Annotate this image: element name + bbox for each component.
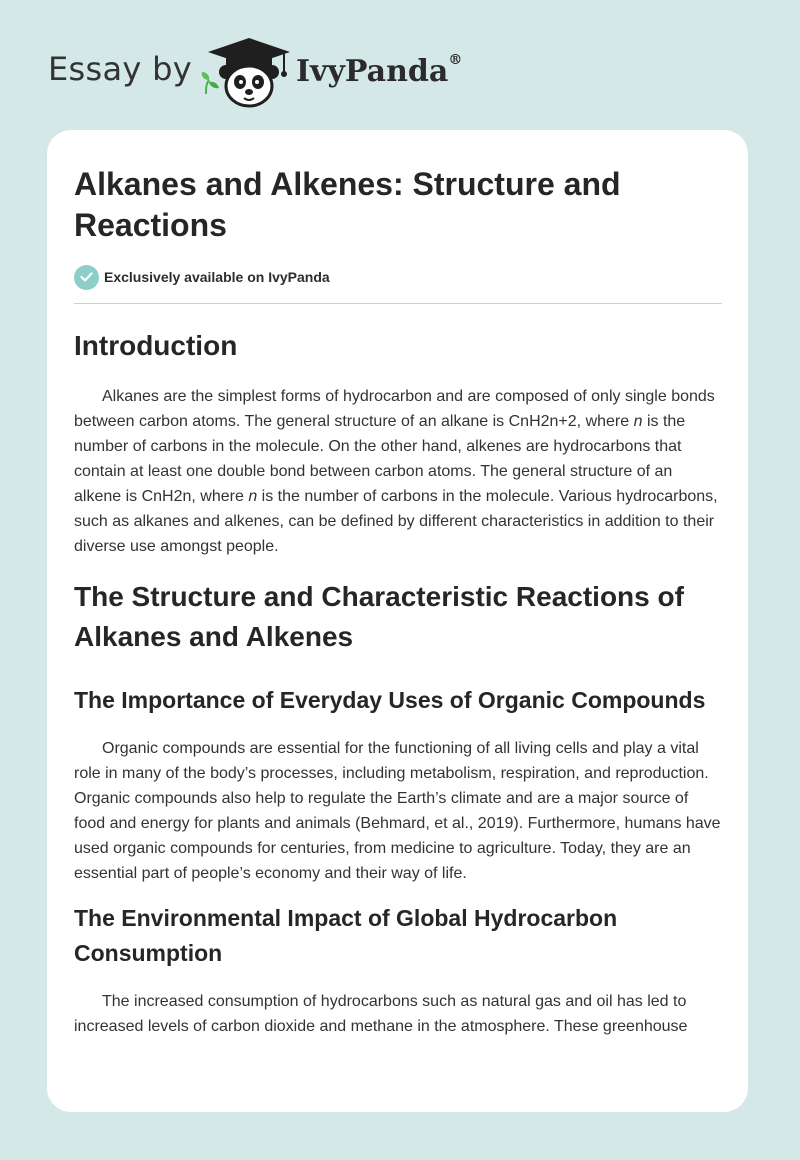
variable-n: n — [248, 488, 258, 505]
divider — [74, 303, 722, 304]
panda-logo-icon[interactable] — [206, 36, 292, 110]
variable-n: n — [633, 413, 643, 430]
paragraph-introduction — [74, 384, 722, 559]
heading-introduction: Introduction — [74, 330, 238, 361]
article-card — [47, 130, 748, 1112]
registered-mark: ® — [448, 52, 463, 68]
heading-importance: The Importance of Everyday Uses of Organic Compounds — [74, 687, 706, 713]
site-header — [48, 30, 548, 110]
heading-environmental-impact: The Environmental Impact of Global Hydrocarbon Consumption — [74, 905, 618, 966]
paragraph-environmental-impact: The increased consumption of hydrocarbons such as natural gas and oil has led to increased levels of carbon dioxide and methane in the atmosphere. These greenhouse — [74, 993, 688, 1035]
check-icon — [74, 265, 99, 290]
brand-text: IvyPanda — [296, 54, 449, 89]
paragraph-importance: Organic compounds are essential for the functioning of all living cells and play a vital role in many of the body’s processes, including metabolism, respiration, and reproduction. Organic compounds also help to regulate the Earth’s climate and are a major source of food and energy for plants and animals (Behmard, et al., 2019). Furthermore, humans have used organic compounds for centuries, from medicine to agriculture. Today, they are an essential part of people’s economy and their way of life. — [74, 740, 721, 882]
badge-text: Exclusively available on IvyPanda — [104, 269, 330, 285]
intro-text-part-2: is the number of carbons in the molecule. On the other hand, alkenes are hydrocarbons that contain at least one double bond between carbon atoms. The general structure of an alkene is CnH2n, where — [74, 413, 686, 505]
intro-text-part-3: is the number of carbons in the molecule. Various hydrocarbons, such as alkanes and alkenes, can be defined by different characteristics in addition to their diverse use amongst people. — [74, 488, 718, 555]
intro-text-part-1: Alkanes are the simplest forms of hydrocarbon and are composed of only single bonds between carbon atoms. The general structure of an alkane is CnH2n+2, where — [74, 388, 715, 430]
heading-structure-reactions: The Structure and Characteristic Reactions of Alkanes and Alkenes — [74, 581, 684, 652]
article-content — [74, 326, 722, 1039]
brand-name[interactable] — [296, 54, 462, 89]
page-title: Alkanes and Alkenes: Structure and Reactions — [74, 166, 621, 243]
essay-by-label: Essay by — [48, 50, 192, 88]
exclusive-badge — [74, 264, 330, 290]
